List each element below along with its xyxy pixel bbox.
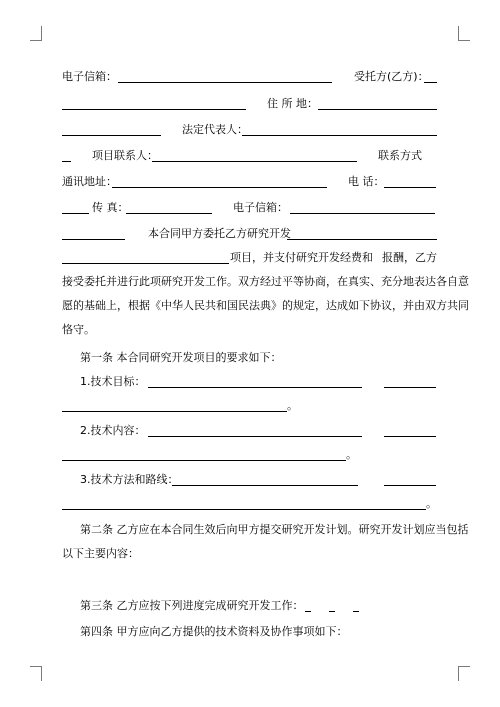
- row-article-4: [0, 624, 500, 640]
- address-prefix-blank: [62, 109, 246, 110]
- tech-content-period: 。: [346, 448, 357, 461]
- tech-method-blank-3: [62, 509, 426, 510]
- contact-method-label: 联系方式: [378, 149, 422, 162]
- fax-prefix-blank: [62, 213, 89, 214]
- row-article-1: [0, 350, 500, 366]
- row-intro-2: [0, 250, 500, 266]
- trustee-blank: [424, 82, 437, 83]
- row-article-2-2: [0, 546, 500, 562]
- intro-line3: 接受委托并进行此项研究开发工作。双方经过平等协商，在真实、充分地表达各自意: [62, 275, 469, 288]
- mail-address-blank: [112, 187, 327, 188]
- corner-mark-bottom-left: [30, 666, 42, 681]
- row-article-2-1: [0, 522, 500, 538]
- row-contact: [0, 148, 500, 164]
- intro-line2a: 项目，并支付研究开发经费和: [230, 251, 373, 264]
- tech-content-blank-3: [62, 460, 346, 461]
- row-intro-1: [0, 226, 500, 242]
- phone-blank: [384, 187, 436, 188]
- row-mail-phone: [0, 174, 500, 190]
- row-tech-goal-cont: [0, 398, 500, 414]
- email-blank: [118, 82, 332, 83]
- legal-rep-label: 法定代表人：: [182, 123, 248, 136]
- tech-method-blank: [172, 485, 358, 486]
- tech-goal-blank: [148, 387, 362, 388]
- row-article-3: [0, 598, 500, 614]
- address-blank: [318, 109, 437, 110]
- tech-content-blank-2: [384, 436, 436, 437]
- row-tech-method-cont: [0, 496, 500, 512]
- row-tech-content-cont: [0, 447, 500, 463]
- intro-line5: 恪守。: [62, 323, 95, 336]
- article-3-title: 第三条 乙方应按下列进度完成研究开发工作：: [80, 599, 304, 612]
- trustee-label: 受托方(乙方)：: [354, 70, 429, 83]
- row-address: [0, 96, 500, 112]
- row-tech-content: [0, 423, 500, 439]
- project-name-blank-2: [62, 263, 229, 264]
- row-tech-goal: [0, 374, 500, 390]
- row-intro-4: [0, 298, 500, 314]
- row-email-trustee: [0, 69, 500, 85]
- row-tech-method: [0, 472, 500, 488]
- intro-line4: 愿的基础上，根据《中华人民共和国民法典》的规定，达成如下协议，并由双方共同: [62, 299, 469, 312]
- article-4-title: 第四条 甲方应向乙方提供的技术资料及协作事项如下：: [80, 625, 348, 638]
- row-intro-5: [0, 322, 500, 338]
- tech-method-label: 3.技术方法和路线：: [80, 473, 179, 486]
- article-2-line1: 第二条 乙方应在本合同生效后向甲方提交研究开发计划。研究开发计划应当包括: [80, 523, 469, 536]
- progress-blank-1: [305, 611, 311, 612]
- corner-mark-bottom-right: [458, 666, 470, 681]
- contact-blank: [152, 161, 357, 162]
- tech-method-period: 。: [426, 497, 437, 510]
- phone-label: 电 话：: [348, 175, 385, 188]
- fax-blank: [126, 213, 212, 214]
- tech-goal-blank-2: [384, 387, 436, 388]
- row-intro-3: [0, 274, 500, 290]
- tech-goal-blank-3: [62, 411, 287, 412]
- progress-blank-2: [329, 611, 335, 612]
- mail-address-label: 通讯地址：: [62, 175, 117, 188]
- progress-blank-3: [353, 611, 359, 612]
- email-label: 电子信箱：: [62, 70, 117, 83]
- fax-label: 传 真：: [92, 201, 129, 214]
- contact-label: 项目联系人：: [92, 149, 158, 162]
- tech-goal-period: 。: [287, 399, 298, 412]
- project-name-blank: [287, 239, 437, 240]
- row-legal-rep: [0, 122, 500, 138]
- tech-content-blank: [148, 436, 362, 437]
- email2-label: 电子信箱：: [233, 201, 288, 214]
- address-label: 住 所 地：: [267, 97, 318, 110]
- email2-blank: [290, 213, 435, 214]
- intro-prefix-blank: [62, 239, 125, 240]
- tech-method-blank-2: [384, 485, 436, 486]
- intro-line1: 本合同甲方委托乙方研究开发: [148, 227, 291, 240]
- row-fax-email: [0, 200, 500, 216]
- contact-prefix-blank: [62, 161, 71, 162]
- article-2-line2: 以下主要内容：: [62, 547, 139, 560]
- legal-rep-prefix-blank: [62, 135, 161, 136]
- tech-content-label: 2.技术内容：: [80, 424, 146, 437]
- legal-rep-blank: [242, 135, 437, 136]
- corner-mark-top-right: [458, 26, 470, 41]
- tech-goal-label: 1.技术目标：: [80, 375, 146, 388]
- corner-mark-top-left: [30, 26, 42, 41]
- article-1-title: 第一条 本合同研究开发项目的要求如下：: [80, 351, 282, 364]
- intro-line2b: 报酬，乙方: [382, 251, 437, 264]
